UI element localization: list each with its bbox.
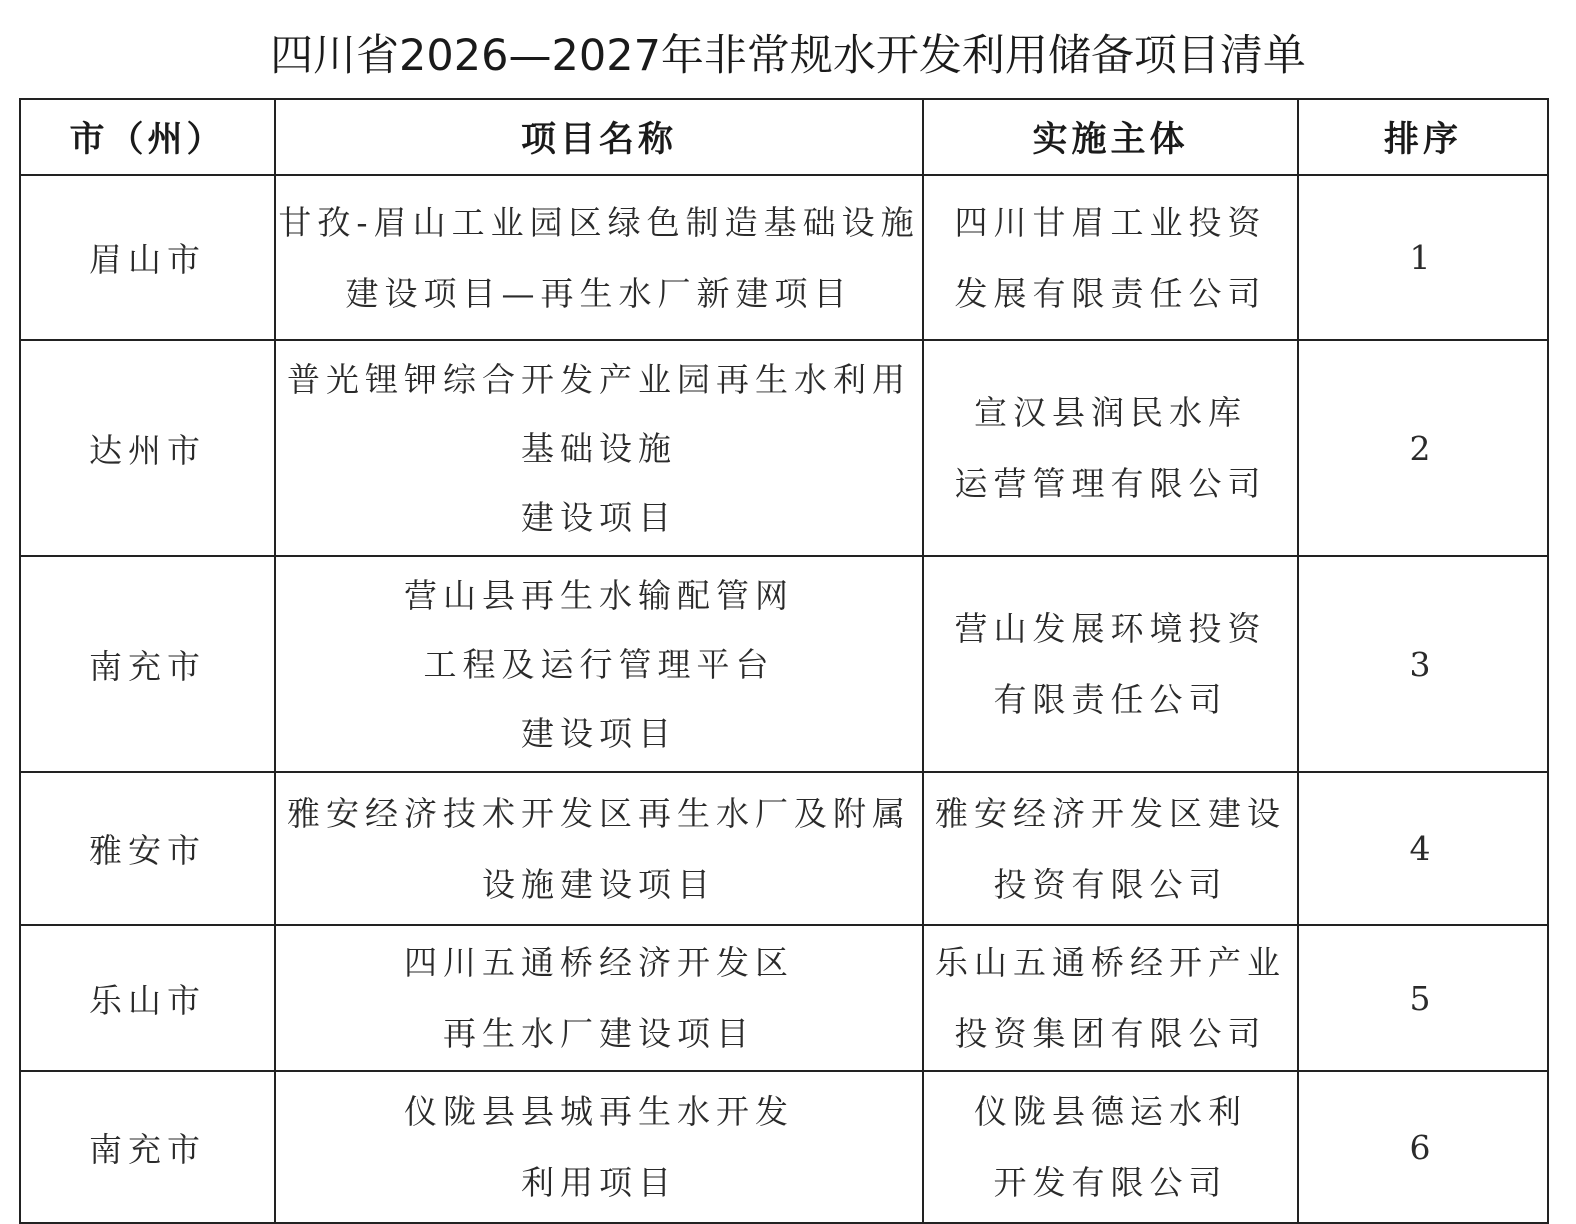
entity-line: 有限责任公司	[993, 680, 1228, 719]
header-project-name: 项目名称	[275, 99, 923, 175]
project-name-cell	[275, 1071, 923, 1223]
project-name-line: 雅安经济技术开发区再生水厂及附属	[287, 793, 911, 833]
entity-line: 发展有限责任公司	[954, 273, 1267, 313]
project-name-cell	[275, 556, 923, 772]
entity-cell	[923, 556, 1298, 772]
table-row	[20, 1071, 1548, 1223]
entity-line: 开发有限公司	[993, 1163, 1228, 1202]
entity-line: 投资集团有限公司	[954, 1014, 1267, 1053]
project-name-cell	[275, 340, 923, 556]
rank-cell: 5	[1298, 925, 1548, 1071]
entity-cell	[923, 772, 1298, 925]
city-cell: 眉山市	[20, 175, 275, 340]
header-rank: 排序	[1298, 99, 1548, 175]
rank-cell: 4	[1298, 772, 1548, 925]
city-cell: 乐山市	[20, 925, 275, 1071]
entity-line: 四川甘眉工业投资	[954, 202, 1267, 242]
entity-cell	[923, 1071, 1298, 1223]
entity-line: 雅安经济开发区建设	[935, 793, 1286, 833]
project-name-line: 工程及运行管理平台	[423, 644, 775, 684]
entity-cell	[923, 925, 1298, 1071]
table-row	[20, 175, 1548, 340]
city-cell: 南充市	[20, 556, 275, 772]
entity-line: 乐山五通桥经开产业	[935, 943, 1286, 982]
entity-cell	[923, 175, 1298, 340]
project-name-line: 基础设施	[521, 428, 677, 468]
project-name-cell	[275, 175, 923, 340]
project-name-line: 建设项目—再生水厂新建项目	[345, 273, 853, 313]
rank-cell: 6	[1298, 1071, 1548, 1223]
project-name-line: 四川五通桥经济开发区	[404, 943, 794, 982]
header-city: 市（州）	[20, 99, 275, 175]
table-row	[20, 556, 1548, 772]
rank-cell: 3	[1298, 556, 1548, 772]
rank-cell: 2	[1298, 340, 1548, 556]
project-table	[19, 98, 1549, 1224]
project-name-cell	[275, 925, 923, 1071]
project-name-line: 甘孜-眉山工业园区绿色制造基础设施	[278, 202, 920, 242]
project-name-line: 营山县再生水输配管网	[404, 575, 794, 615]
city-cell: 达州市	[20, 340, 275, 556]
header-row	[20, 99, 1548, 175]
header-implementing-entity: 实施主体	[923, 99, 1298, 175]
entity-line: 宣汉县润民水库	[974, 393, 1247, 432]
entity-line: 仪陇县德运水利	[974, 1092, 1247, 1131]
project-name-line: 普光锂钾综合开发产业园再生水利用	[287, 359, 911, 399]
table-row	[20, 340, 1548, 556]
entity-line: 投资有限公司	[993, 864, 1228, 904]
table-row	[20, 925, 1548, 1071]
project-name-line: 建设项目	[521, 497, 677, 537]
entity-cell	[923, 340, 1298, 556]
project-name-line: 建设项目	[521, 713, 677, 753]
entity-line: 运营管理有限公司	[954, 464, 1267, 503]
table-row	[20, 772, 1548, 925]
city-cell: 雅安市	[20, 772, 275, 925]
rank-cell: 1	[1298, 175, 1548, 340]
project-name-line: 仪陇县县城再生水开发	[404, 1092, 794, 1131]
city-cell: 南充市	[20, 1071, 275, 1223]
project-name-cell	[275, 772, 923, 925]
page-title: 四川省2026—2027年非常规水开发利用储备项目清单	[270, 31, 1306, 81]
project-name-line: 设施建设项目	[482, 864, 716, 904]
project-name-line: 利用项目	[521, 1163, 677, 1202]
project-name-line: 再生水厂建设项目	[443, 1014, 755, 1053]
entity-line: 营山发展环境投资	[954, 609, 1267, 648]
